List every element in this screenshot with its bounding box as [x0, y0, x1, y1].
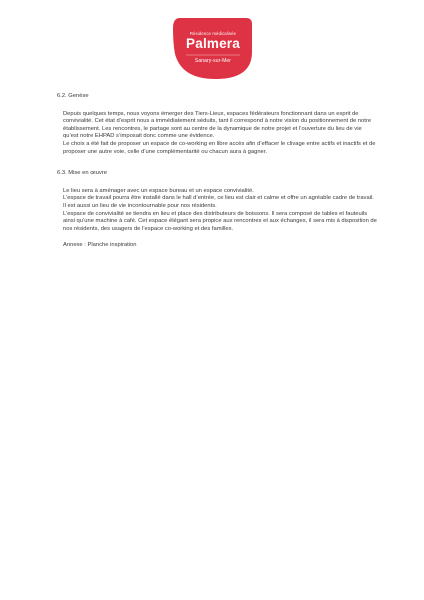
section-title-genese: 6.2. Genèse: [57, 93, 89, 99]
paragraph: L’espace de travail pourra être installé dans le hall d’entrée, ce lieu est clair et calme et offre un agréable cadre de travail. Il est aussi un lieu de vie incontournable pour nos résidents.: [63, 195, 374, 209]
logo-brand-name: Palmera: [186, 36, 240, 51]
logo-place: Sanary-sur-Mer: [194, 58, 232, 64]
paragraph: Le choix a été fait de proposer un espace de co-working en libre accès afin d’effacer le clivage entre actifs et inactifs et de proposer une autre voie, celle d’une complémentarité ou chacun aura à gagner.: [63, 140, 376, 155]
paragraph: L’espace de convivialité se tiendra en lieu et place des distributeurs de boissons. Il sera composé de tables et fauteuils ainsi qu’une machine à café. Cet espace élégant sera propice aux rencontres et aux échanges, il sera mis à disposition de nos résidents, des usagers de l’espace co-working et des familles.: [63, 210, 377, 232]
paragraph: Depuis quelques temps, nous voyons émerger des Tiers-Lieux, espaces fédérateurs fonctionnant dans un esprit de convivialité. Cet état d’esprit nous a immédiatement séduits, tant il correspond à notre vision du positionnement de notre établissement. Les rencontres, le partage sont au centre de la dynamique de notre projet et l’ouverture du lieu de vie qu’est notre EHPAD s’imposait donc comme une évidence.: [63, 110, 372, 140]
section-body-genese: [63, 111, 377, 157]
section-spacer: [57, 156, 377, 170]
annex-reference: Annexe : Planche inspiration: [63, 242, 137, 249]
document-content: [57, 93, 377, 250]
logo-subtitle: Résidence médicalisée: [189, 31, 237, 36]
section-title-mise-en-oeuvre: 6.3. Mise en œuvre: [57, 170, 107, 177]
paragraph: Le lieu sera à aménager avec un espace bureau et un espace convivialité.: [63, 187, 254, 194]
palmera-logo: [172, 14, 254, 82]
section-body-mise-en-oeuvre: [63, 188, 377, 234]
